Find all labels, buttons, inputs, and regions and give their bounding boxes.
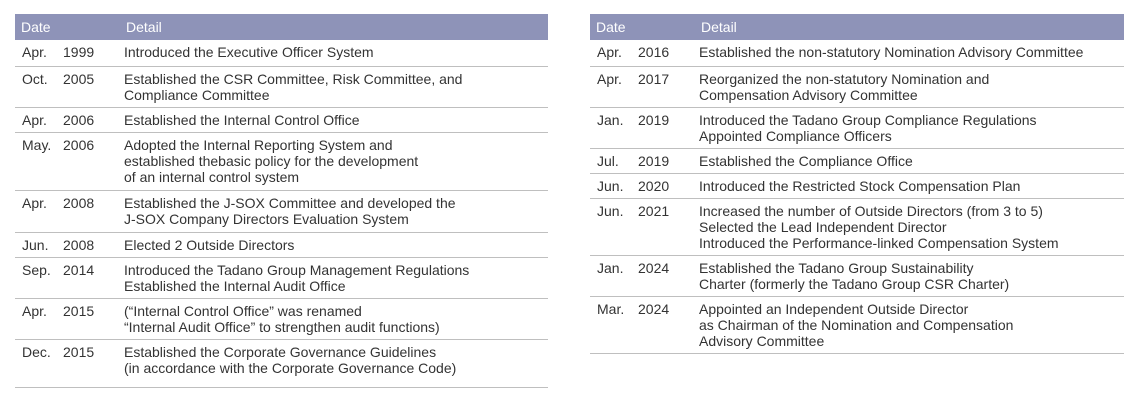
row-year: 2008	[63, 195, 95, 211]
row-year: 2006	[63, 137, 95, 153]
row-year: 2008	[63, 237, 95, 253]
row-year: 2016	[638, 44, 670, 60]
table-row	[15, 299, 548, 340]
table-body	[590, 40, 1124, 354]
table-row	[590, 108, 1124, 149]
row-month: Jun.	[22, 237, 49, 253]
row-detail: Elected 2 Outside Directors	[124, 237, 295, 253]
row-year: 2015	[63, 303, 95, 319]
row-detail: Established the J-SOX Committee and developed the J-SOX Company Directors Evaluation System	[124, 195, 456, 227]
row-detail: Established the Compliance Office	[699, 153, 913, 169]
row-month: Apr.	[22, 195, 47, 211]
row-month: Dec.	[22, 344, 51, 360]
table-row	[15, 233, 548, 258]
row-detail: Established the Corporate Governance Guidelines (in accordance with the Corporate Governance Code)	[124, 344, 457, 376]
date-column-header: Date	[596, 19, 626, 35]
row-month: Apr.	[597, 44, 622, 60]
table-row	[590, 149, 1124, 174]
row-year: 2005	[63, 71, 95, 87]
table-row	[590, 199, 1124, 256]
row-month: Apr.	[597, 71, 622, 87]
row-detail: Introduced the Executive Officer System	[124, 44, 374, 60]
history-table-right	[590, 14, 1124, 354]
row-detail: Established the Internal Control Office	[124, 112, 360, 128]
table-row	[15, 191, 548, 233]
row-month: Apr.	[22, 112, 47, 128]
row-month: Jun.	[597, 178, 624, 194]
row-year: 2015	[63, 344, 95, 360]
date-column-header: Date	[21, 19, 51, 35]
table-row	[15, 340, 548, 388]
row-detail: Established the non-statutory Nomination Advisory Committee	[699, 44, 1084, 60]
row-year: 2021	[638, 203, 670, 219]
row-month: Apr.	[22, 303, 47, 319]
row-detail: Adopted the Internal Reporting System and established thebasic policy for the development of an internal control system	[124, 137, 419, 185]
row-year: 2024	[638, 301, 670, 317]
row-month: Sep.	[22, 262, 51, 278]
row-month: Jul.	[597, 153, 619, 169]
row-month: Mar.	[597, 301, 625, 317]
row-year: 2006	[63, 112, 95, 128]
row-detail: Established the CSR Committee, Risk Committee, and Compliance Committee	[124, 71, 463, 103]
row-detail: Appointed an Independent Outside Director as Chairman of the Nomination and Compensation Advisory Committee	[699, 301, 1014, 349]
row-month: Jan.	[597, 112, 624, 128]
row-detail: (“Internal Control Office” was renamed “Internal Audit Office” to strengthen audit functions)	[124, 303, 440, 335]
table-row	[15, 108, 548, 133]
row-detail: Increased the number of Outside Directors (from 3 to 5) Selected the Lead Independent Director Introduced the Performance-linked Compensation System	[699, 203, 1059, 251]
row-year: 1999	[63, 44, 95, 60]
history-table-left	[15, 14, 548, 388]
table-row	[590, 256, 1124, 297]
table-row	[590, 297, 1124, 354]
row-month: Oct.	[22, 71, 48, 87]
row-month: May.	[22, 137, 52, 153]
table-row	[15, 133, 548, 191]
table-row	[15, 40, 548, 67]
row-detail: Established the Tadano Group Sustainability Charter (formerly the Tadano Group CSR Charter)	[699, 260, 1010, 292]
row-detail: Introduced the Tadano Group Management Regulations Established the Internal Audit Office	[124, 262, 470, 294]
table-row	[15, 258, 548, 299]
row-year: 2019	[638, 153, 670, 169]
row-month: Jan.	[597, 260, 624, 276]
table-body	[15, 40, 548, 388]
row-month: Apr.	[22, 44, 47, 60]
row-year: 2024	[638, 260, 670, 276]
table-row	[590, 174, 1124, 199]
row-year: 2017	[638, 71, 670, 87]
table-header	[15, 14, 548, 40]
row-year: 2014	[63, 262, 95, 278]
table-row	[15, 67, 548, 108]
row-year: 2019	[638, 112, 670, 128]
row-detail: Introduced the Tadano Group Compliance Regulations Appointed Compliance Officers	[699, 112, 1037, 144]
table-row	[590, 67, 1124, 108]
detail-column-header: Detail	[701, 19, 737, 35]
row-detail: Introduced the Restricted Stock Compensation Plan	[699, 178, 1021, 194]
row-detail: Reorganized the non-statutory Nomination and Compensation Advisory Committee	[699, 71, 990, 103]
row-year: 2020	[638, 178, 670, 194]
row-month: Jun.	[597, 203, 624, 219]
detail-column-header: Detail	[126, 19, 162, 35]
table-row	[590, 40, 1124, 67]
table-header	[590, 14, 1124, 40]
